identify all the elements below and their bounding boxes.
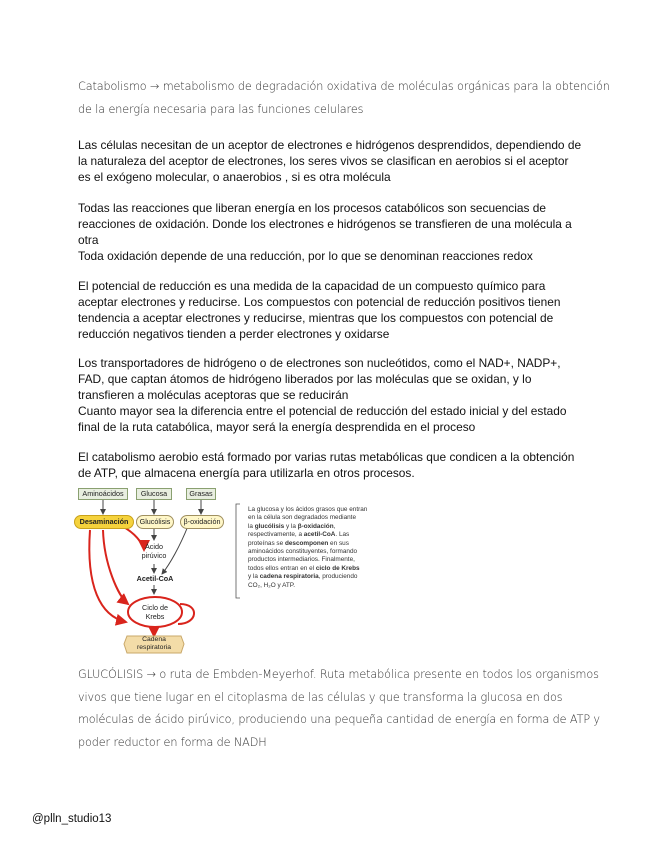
cadena-line-1: Cadena bbox=[142, 636, 166, 643]
box-grasas: Grasas bbox=[186, 488, 216, 500]
label-acido-piruvico bbox=[134, 542, 174, 560]
text-line: vivos que tiene lugar en el citoplasma de las células y que transforma la glucosa en dos bbox=[78, 690, 563, 704]
text-line: El catabolismo aerobio está formado por varias rutas metabólicas que condicen a la obtención bbox=[78, 450, 575, 464]
oval-beta-oxidacion: β-oxidación bbox=[180, 515, 224, 529]
text-line: final de la ruta catabólica, mayor será la energía desprendida en el proceso bbox=[78, 419, 476, 434]
krebs-line-2: Krebs bbox=[145, 612, 165, 621]
caption-line: productos intermediarios. Finalmente, bbox=[248, 556, 355, 564]
text-line: moléculas de ácido pirúvico, produciendo una pequeña cantidad de energía en forma de ATP y bbox=[78, 713, 600, 726]
caption-line: proteínas se descomponen en sus bbox=[248, 539, 349, 547]
text-line: El potencial de reducción es una medida de la capacidad de un compuesto químico para bbox=[78, 279, 546, 293]
acido-line-1: Ácido bbox=[145, 542, 163, 551]
paragraph-potencial-reduccion bbox=[78, 279, 583, 343]
text-line: reducción negativos tienden a perder electrones y oxidarse bbox=[78, 326, 390, 341]
text-line: la naturaleza del aceptor de electrones, los seres vivos se clasifican en aerobios si el aceptor bbox=[78, 153, 569, 168]
red-arrow-2 bbox=[103, 530, 128, 604]
text-line: Catabolismo → metabolismo de degradación oxidativa de moléculas orgánicas para la obtención bbox=[78, 80, 610, 93]
text-line: FAD, que captan átomos de hidrógeno liberados por las moléculas que se oxidan, y lo bbox=[78, 371, 532, 386]
oval-desaminacion: Desaminación bbox=[74, 515, 134, 529]
caption-line: la glucólisis y la β-oxidación, bbox=[248, 522, 336, 530]
paragraph-aceptor-electrones bbox=[78, 138, 583, 186]
text-line: aceptar electrones y reducirse. Los compuestos con potencial de reducción positivos tienen bbox=[78, 294, 561, 309]
caption-line: CO₂, H₂O y ATP. bbox=[248, 581, 295, 589]
text-line: Toda oxidación depende de una reducción, por lo que se denominan reacciones redox bbox=[78, 248, 533, 263]
text-line: de la energía necesaria para las funciones celulares bbox=[78, 102, 364, 116]
text-line: Las células necesitan de un aceptor de electrones e hidrógenos desprendidos, dependiendo de bbox=[78, 138, 582, 152]
caption-bracket bbox=[236, 504, 240, 598]
label-ciclo-krebs bbox=[132, 603, 178, 621]
box-glucosa: Glucosa bbox=[136, 488, 172, 500]
text-line: Todas las reacciones que liberan energía en los procesos catabólicos son secuencias de bbox=[78, 201, 546, 215]
paragraph-catabolismo-aerobio bbox=[78, 450, 583, 482]
paragraph-glucolisis bbox=[78, 664, 608, 754]
caption-line: aminoácidos constituyentes, formando bbox=[248, 548, 358, 556]
acido-line-2: pirúvico bbox=[141, 551, 167, 560]
text-line: de ATP, que almacena energía para utilizarla en otros procesos. bbox=[78, 465, 415, 480]
text-line: Los transportadores de hidrógeno o de electrones son nucleótidos, como el NAD+, NADP+, bbox=[78, 356, 561, 370]
oval-glucolisis: Glucólisis bbox=[136, 515, 174, 529]
catabolism-figure bbox=[70, 486, 380, 654]
caption-line: y la cadena respiratoria, produciendo bbox=[248, 573, 358, 581]
box-aminoacidos: Aminoácidos bbox=[78, 488, 128, 500]
text-line: transfieren a moléculas aceptoras que se reducirán bbox=[78, 387, 349, 402]
text-line: Cuanto mayor sea la diferencia entre el potencial de reducción del estado inicial y del estado bbox=[78, 403, 567, 418]
caption-line: respectivamente, a acetil-CoA. Las bbox=[248, 531, 350, 539]
label-acetil-coa: Acetil-CoA bbox=[136, 574, 174, 583]
paragraph-transportadores bbox=[78, 356, 583, 436]
red-arrow-3 bbox=[89, 530, 126, 622]
text-line: tendencia a aceptar electrones y reducirse, mientras que los compuestos con potencial de bbox=[78, 310, 554, 325]
text-line: otra bbox=[78, 232, 99, 247]
krebs-line-1: Ciclo de bbox=[142, 603, 168, 612]
cadena-line-2: respiratoria bbox=[137, 644, 171, 651]
footer-handle: @plln_studio13 bbox=[32, 813, 112, 825]
caption-line: todos ellos entran en el ciclo de Krebs bbox=[248, 564, 360, 572]
caption-line: en la célula son degradados mediante bbox=[248, 514, 357, 522]
caption-line: La glucosa y los ácidos grasos que entran bbox=[248, 506, 368, 513]
text-line: GLUCÓLISIS → o ruta de Embden-Meyerhof. Ruta metabólica presente en todos los organismos bbox=[78, 668, 599, 681]
text-line: reacciones de oxidación. Donde los electrones e hidrógenos se transfieren de una molécula a bbox=[78, 216, 572, 231]
paragraph-reacciones-redox bbox=[78, 201, 583, 265]
label-cadena-respiratoria bbox=[128, 636, 180, 652]
figure-caption bbox=[248, 506, 378, 590]
text-line: es el exógeno molecular, o anaerobios , si es otra molécula bbox=[78, 169, 391, 184]
paragraph-catabolismo-definition bbox=[78, 76, 610, 121]
text-line: poder reductor en forma de NADH bbox=[78, 735, 267, 749]
